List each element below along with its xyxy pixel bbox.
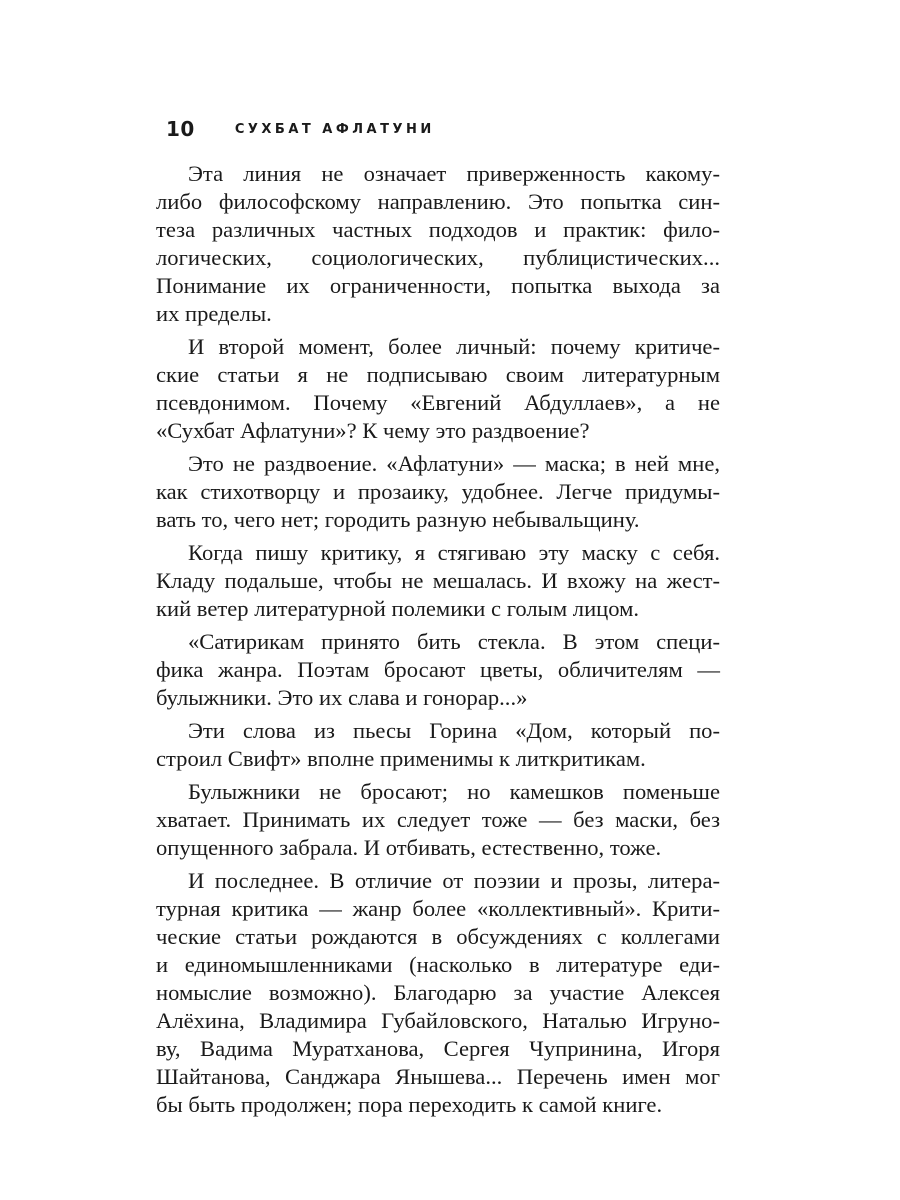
text-line: псевдонимом. Почему «Евгений Абдуллаев», а не	[156, 390, 720, 415]
text-line: как стихотворцу и прозаику, удобнее. Легче придумы-	[156, 479, 720, 504]
text-line: вать то, чего нет; городить разную небывальщину.	[156, 507, 640, 532]
text-line: И последнее. В отличие от поэзии и прозы, литера-	[188, 868, 720, 893]
text-line: Алёхина, Владимира Губайловского, Наталью Игруно-	[156, 1008, 720, 1033]
text-line: Эта линия не означает приверженность какому-	[188, 161, 720, 186]
text-line: кий ветер литературной полемики с голым лицом.	[156, 596, 640, 621]
text-line: Шайтанова, Санджара Янышева... Перечень имен мог	[156, 1064, 720, 1089]
running-head	[166, 114, 435, 144]
text-line: теза различных частных подходов и практик: фило-	[156, 217, 720, 242]
text-line: их пределы.	[156, 301, 272, 326]
text-line: Это не раздвоение. «Афлатуни» — маска; в ней мне,	[188, 451, 720, 476]
text-line: Эти слова из пьесы Горина «Дом, который по-	[188, 718, 720, 743]
text-line: Булыжники не бросают; но камешков поменьше	[188, 779, 720, 804]
text-line: Кладу подальше, чтобы не мешалась. И вхожу на жест-	[156, 568, 720, 593]
page-number: 10	[166, 117, 195, 141]
text-line: опущенного забрала. И отбивать, естественно, тоже.	[156, 835, 662, 860]
text-line: Понимание их ограниченности, попытка выхода за	[156, 273, 720, 298]
text-line: ские статьи я не подписываю своим литературным	[156, 362, 720, 387]
text-line: либо философскому направлению. Это попытка син-	[156, 189, 720, 214]
text-line: «Сухбат Афлатуни»? К чему это раздвоение?	[156, 418, 590, 443]
text-line: «Сатирикам принято бить стекла. В этом специ-	[188, 629, 720, 654]
text-line: фика жанра. Поэтам бросают цветы, обличителям —	[156, 657, 720, 682]
text-line: турная критика — жанр более «коллективный». Крити-	[156, 896, 720, 921]
body-text	[156, 160, 720, 1119]
text-line: и единомышленниками (насколько в литературе еди-	[156, 952, 720, 977]
text-line: ву, Вадима Муратханова, Сергея Чупринина, Игоря	[156, 1036, 720, 1061]
text-line: хватает. Принимать их следует тоже — без маски, без	[156, 807, 720, 832]
text-line: И второй момент, более личный: почему критиче-	[188, 334, 720, 359]
text-line: ческие статьи рождаются в обсуждениях с коллегами	[156, 924, 720, 949]
text-line: бы быть продолжен; пора переходить к самой книге.	[156, 1092, 663, 1117]
text-line: булыжники. Это их слава и гонорар...»	[156, 685, 528, 710]
text-line: Когда пишу критику, я стягиваю эту маску с себя.	[188, 540, 720, 565]
running-head-author: СУХБАТ АФЛАТУНИ	[234, 121, 435, 137]
text-line: строил Свифт» вполне применимы к литкритикам.	[156, 746, 646, 771]
text-line: логических, социологических, публицистических...	[156, 245, 720, 270]
text-line: номыслие возможно). Благодарю за участие Алексея	[156, 980, 720, 1005]
